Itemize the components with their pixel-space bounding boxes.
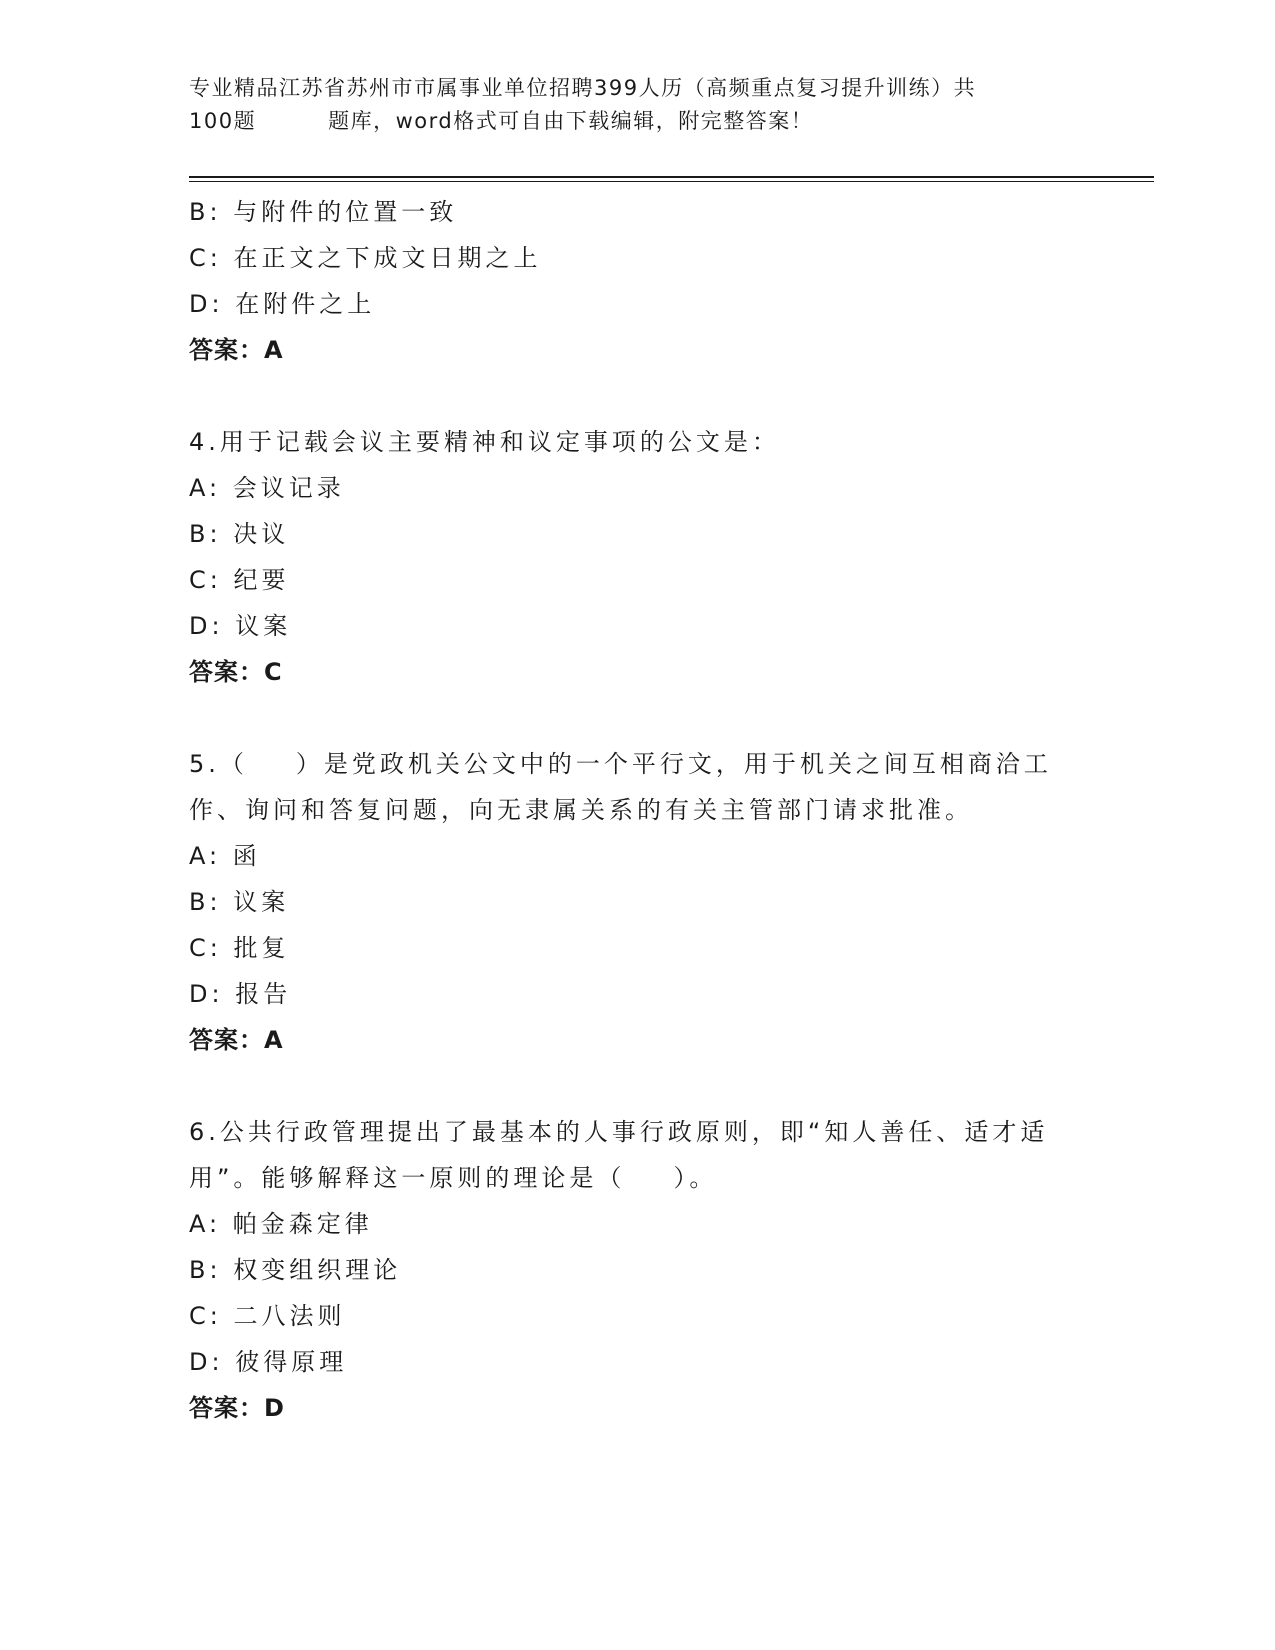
option-label: B: [189,520,222,548]
question-stem [189,741,1069,833]
option-a [189,1201,1069,1247]
option-label: D: [189,612,224,640]
option-text: 帕金森定律 [232,1210,373,1238]
stem-text-cont: ）。 [673,1164,718,1192]
question-list [189,189,1069,1431]
option-a [189,465,1069,511]
option-text: 议案 [233,888,290,916]
stem-text: 4.用于记载会议主要精神和议定事项的公文是： [189,428,780,456]
option-label: A: [189,1210,222,1238]
option-d [189,1339,1069,1385]
option-text: 决议 [233,520,290,548]
option-label: A: [189,842,222,870]
option-c [189,557,1069,603]
answer: 答案：A [189,336,284,364]
header-divider-thin [189,181,1154,182]
option-text: 权变组织理论 [233,1256,402,1284]
option-text: 在正文之下成文日期之上 [233,244,542,272]
option-d [189,971,1069,1017]
option-label: B: [189,888,222,916]
header-description: 题库，word格式可自由下载编辑，附完整答案！ [328,109,814,133]
option-label: D: [189,1348,224,1376]
header-line-1: 专业精品江苏省苏州市市属事业单位招聘399人历（高频重点复习提升训练）共 [189,76,977,100]
question-block-4 [189,419,1069,695]
option-text: 批复 [233,934,290,962]
option-text: 与附件的位置一致 [233,198,458,226]
option-text: 会议记录 [232,474,345,502]
question-block-3-continued [189,189,1069,373]
header-count: 100题 [189,109,257,133]
option-text: 议案 [235,612,292,640]
option-b [189,189,1069,235]
option-b [189,511,1069,557]
option-text: 纪要 [233,566,290,594]
option-b [189,1247,1069,1293]
stem-text-cont: ）是党政机关公文中的一个平行文，用于机关之间互相商洽工作、询问和答复问题，向无隶属关系的有关主管部门请求批准。 [189,750,1052,824]
answer: 答案：D [189,1394,285,1422]
answer: 答案：C [189,658,283,686]
option-label: B: [189,198,222,226]
header-line-2 [189,105,1069,138]
option-text: 报告 [235,980,292,1008]
option-label: C: [189,934,222,962]
option-label: D: [189,290,224,318]
option-text: 彼得原理 [235,1348,348,1376]
option-label: D: [189,980,224,1008]
option-c [189,235,1069,281]
answer: 答案：A [189,1026,284,1054]
option-c [189,1293,1069,1339]
option-a [189,833,1069,879]
option-label: A: [189,474,222,502]
option-label: C: [189,566,222,594]
option-c [189,925,1069,971]
document-header [189,72,1069,138]
option-text: 函 [232,842,261,870]
question-stem [189,419,1069,465]
option-d [189,603,1069,649]
question-stem [189,1109,1069,1201]
option-label: B: [189,1256,222,1284]
option-label: C: [189,244,222,272]
header-divider-thick [189,176,1154,178]
option-text: 二八法则 [233,1302,346,1330]
stem-text: 6.公共行政管理提出了最基本的人事行政原则，即“知人善任、适才适用”。能够解释这一原则的理论是（ [189,1118,1049,1192]
option-d [189,281,1069,327]
question-block-5 [189,741,1069,1063]
option-text: 在附件之上 [235,290,376,318]
stem-text: 5.（ [189,750,248,778]
question-block-6 [189,1109,1069,1431]
option-label: C: [189,1302,222,1330]
option-b [189,879,1069,925]
